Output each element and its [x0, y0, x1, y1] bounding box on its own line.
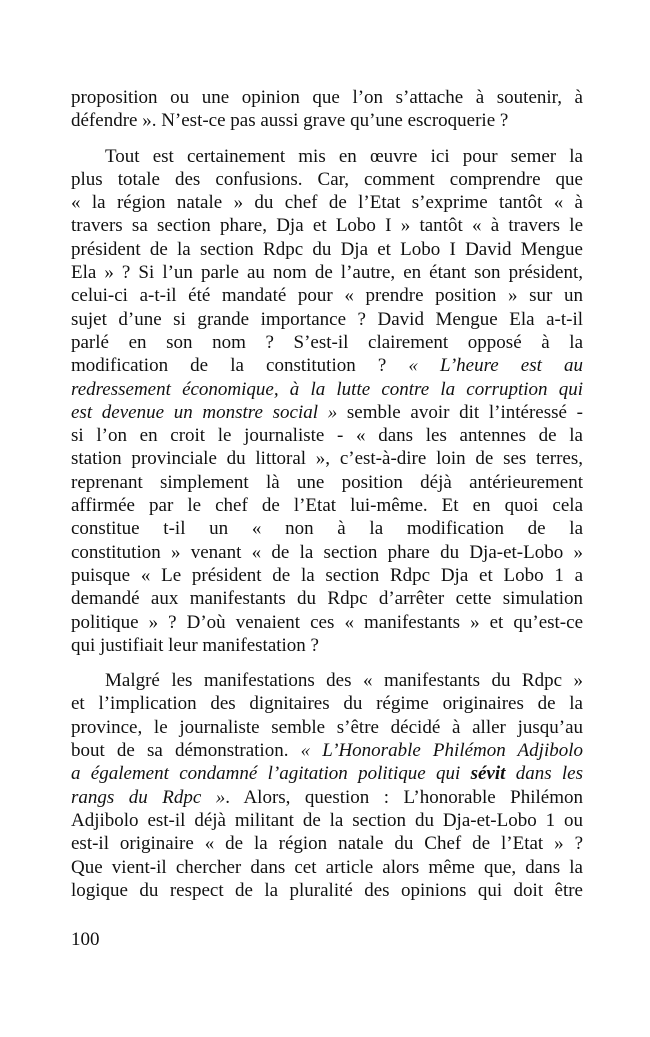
text-segment: qui justifiait leur manifestation ? [71, 634, 319, 656]
text-segment: station provinciale du littoral », c’est-à-dire loin de ses terres, [71, 448, 583, 470]
text-line [71, 611, 583, 634]
text-segment: si l’on en croit le journaliste - « dans les antennes de la [71, 425, 583, 447]
emphasized-text: est devenue un monstre social » [71, 401, 338, 423]
text-line [71, 856, 583, 879]
text-line [71, 634, 583, 657]
text-line [71, 786, 583, 809]
text-line [71, 145, 583, 168]
emphasized-text: « L’Honorable Philémon Adjibolo [300, 740, 583, 762]
text-line [71, 284, 583, 307]
text-line [71, 331, 583, 354]
text-segment: plus totale des confusions. Car, comment comprendre que [71, 168, 583, 190]
text-segment: modification de la constitution ? [71, 355, 409, 377]
text-segment: demandé aux manifestants du Rdpc d’arrêter cette simulation [71, 588, 583, 610]
text-segment: président de la section Rdpc du Dja et Lobo I David Mengue [71, 238, 583, 260]
text-line [71, 191, 583, 214]
text-line [71, 564, 583, 587]
text-segment: celui-ci a-t-il été mandaté pour « prendre position » sur un [71, 285, 583, 307]
text-segment: bout de sa démonstration. [71, 740, 301, 762]
text-line [71, 832, 583, 855]
text-line [71, 447, 583, 470]
text-line [71, 762, 583, 785]
text-segment: province, le journaliste semble s’être décidé à aller jusqu’au [71, 716, 583, 738]
text-segment: logique du respect de la pluralité des opinions qui doit être [71, 879, 583, 901]
text-line [71, 238, 583, 261]
text-line [71, 471, 583, 494]
text-line [71, 401, 583, 424]
text-line [71, 692, 583, 715]
text-line [71, 541, 583, 564]
text-segment: Ela » ? Si l’un parle au nom de l’autre, en étant son président, [71, 262, 583, 284]
text-segment: sujet d’une si grande importance ? David Mengue Ela a-t-il [71, 308, 583, 330]
emphasized-text: rangs du Rdpc » [71, 786, 226, 808]
text-segment: « la région natale » du chef de l’Etat s’exprime tantôt « à [71, 192, 583, 214]
text-line [71, 354, 583, 377]
paragraph [71, 145, 583, 658]
emphasized-text: « L’heure est au [408, 355, 583, 377]
text-segment: semble avoir dit l’intéressé - [337, 401, 583, 423]
text-segment: est-il originaire « de la région natale du Chef de l’Etat » ? [71, 833, 583, 855]
text-line [71, 669, 583, 692]
text-line [71, 214, 583, 237]
text-segment: Adjibolo est-il déjà militant de la section du Dja-et-Lobo 1 ou [71, 809, 583, 831]
emphasized-text: redressement économique, à la lutte contre la corruption qui [71, 378, 583, 400]
text-segment: affirmée par le chef de l’Etat lui-même. Et en quoi cela [71, 495, 583, 517]
text-segment: défendre ». N’est-ce pas aussi grave qu’une escroquerie ? [71, 110, 509, 132]
text-line [71, 809, 583, 832]
emphasized-text: sévit [470, 763, 506, 785]
text-line [71, 378, 583, 401]
text-segment: . Alors, question : L’honorable Philémon [225, 786, 583, 808]
text-segment: Malgré les manifestations des « manifestants du Rdpc » [105, 670, 583, 692]
text-line [71, 261, 583, 284]
text-line [71, 86, 583, 109]
text-segment: reprenant simplement là une position déjà antérieurement [71, 471, 583, 493]
text-segment: et l’implication des dignitaires du régime originaires de la [71, 693, 583, 715]
text-line [71, 716, 583, 739]
text-line [71, 424, 583, 447]
text-line [71, 739, 583, 762]
text-segment: Que vient-il chercher dans cet article alors même que, dans la [71, 856, 583, 878]
paragraph [71, 669, 583, 902]
text-line [71, 879, 583, 902]
text-segment: travers sa section phare, Dja et Lobo I » tantôt « à travers le [71, 215, 583, 237]
text-line [71, 517, 583, 540]
text-segment: parlé en son nom ? S’est-il clairement opposé à la [71, 331, 583, 353]
page-body [71, 86, 583, 914]
text-line [71, 308, 583, 331]
text-line [71, 494, 583, 517]
page-number: 100 [71, 929, 100, 950]
text-segment: proposition ou une opinion que l’on s’attache à soutenir, à [71, 87, 583, 108]
text-segment: constitution » venant « de la section phare du Dja-et-Lobo » [71, 541, 583, 563]
text-line [71, 109, 583, 132]
text-segment: puisque « Le président de la section Rdpc Dja et Lobo 1 a [71, 564, 583, 586]
emphasized-text: dans les [505, 763, 584, 785]
text-segment: Tout est certainement mis en œuvre ici pour semer la [105, 145, 583, 167]
paragraph [71, 86, 583, 133]
text-line [71, 168, 583, 191]
text-line [71, 587, 583, 610]
emphasized-text: a également condamné l’agitation politique qui [71, 763, 471, 785]
text-segment: politique » ? D’où venaient ces « manifestants » et qu’est-ce [71, 611, 583, 633]
text-segment: constitue t-il un « non à la modification de la [71, 518, 583, 540]
